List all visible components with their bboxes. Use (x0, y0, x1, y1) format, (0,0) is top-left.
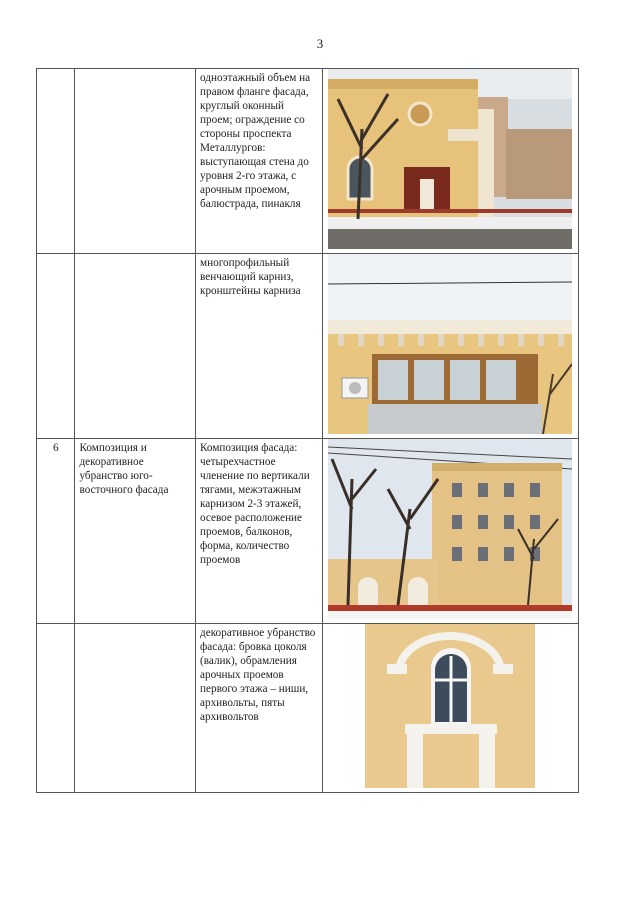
row-subject (75, 69, 196, 254)
row-subject: Композиция и декоративное убранство юго-восточного фасада (75, 439, 196, 624)
row-photo-cell (322, 439, 578, 624)
row-photo-cell (322, 69, 578, 254)
row-number (37, 254, 75, 439)
table-row (37, 254, 579, 439)
table-row (37, 439, 579, 624)
table-row (37, 624, 579, 793)
row-description: многопрофильный венчающий карниз, кронштейны карниза (196, 254, 323, 439)
row-photo-cell (322, 254, 578, 439)
page-number: 3 (316, 36, 324, 51)
row-description: Композиция фасада: четырехчастное членение по вертикали тягами, межэтажным карнизом 2-3 этажей, осевое расположение проемов, балконов, форма, количество проемов (196, 439, 323, 624)
photo-cornice-balcony (328, 254, 572, 434)
table-row (37, 69, 579, 254)
heritage-table (36, 68, 579, 793)
photo-building-corner-street (328, 69, 572, 249)
photo-arched-window (365, 624, 535, 788)
row-number (37, 624, 75, 793)
row-description: одноэтажный объем на правом фланге фасада, круглый оконный проем; ограждение со стороны проспекта Металлургов: выступающая стена до уровня 2-го этажа, с арочным проемом, балюстрада, пинакля (196, 69, 323, 254)
photo-southeast-facade (328, 439, 572, 619)
row-subject (75, 254, 196, 439)
row-number: 6 (37, 439, 75, 624)
row-description: декоративное убранство фасада: бровка цоколя (валик), обрамления арочных проемов первого этажа – ниши, архивольты, пяты архивольтов (196, 624, 323, 793)
row-subject (75, 624, 196, 793)
row-photo-cell (322, 624, 578, 793)
row-number (37, 69, 75, 254)
